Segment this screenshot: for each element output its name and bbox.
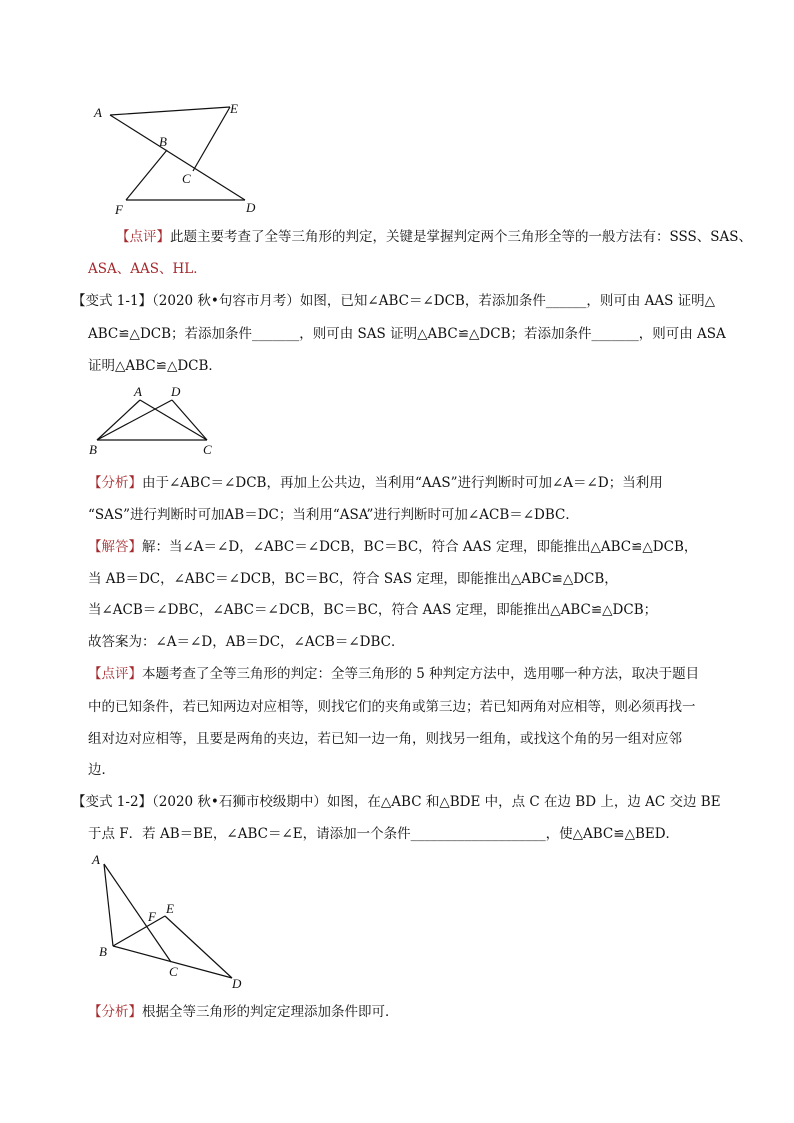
variant-1-1-line-3: 证明△ABC≌△DCB．: [88, 358, 222, 374]
comment-tag: 【点评】: [88, 666, 142, 682]
variant-1-2-line-2: 于点 F．若 AB＝BE，∠ABC＝∠E，请添加一个条件____________________，使△ABC≌△BED．: [88, 826, 680, 842]
label-B: B: [99, 944, 107, 959]
analysis-tag: 【分析】: [88, 1004, 142, 1020]
segment-BF: [126, 150, 167, 200]
label-D: D: [232, 976, 242, 991]
comment-block-1-line-2: ASA、AAS、HL．: [88, 261, 207, 277]
figure-2-geometry: [82, 380, 232, 460]
answer-1-1-line-2: 当 AB＝DC，∠ABC＝∠DCB，BC＝BC，符合 SAS 定理，即能推出△ABC≌△DCB，: [88, 571, 618, 587]
variant-line-1: （2020 秋•句容市月考）如图，已知∠ABC＝∠DCB，若添加条件______，则可由 AAS 证明△: [152, 293, 716, 309]
segment-DB: [97, 400, 172, 440]
figure-3-geometry: [88, 850, 258, 995]
variant-1-2: [72, 792, 721, 812]
analysis-line-1: 由于∠ABC＝∠DCB，再加上公共边，当利用“AAS”进行判断时可加∠A＝∠D；当利用: [142, 475, 663, 491]
variant-tag: 【变式 1-2】: [72, 794, 153, 810]
label-F: F: [115, 202, 123, 217]
segment-DC: [172, 400, 207, 440]
comment-1-1-line-2: 中的已知条件，若已知两边对应相等，则找它们的夹角或第三边；若已知两角对应相等，则必须再找一: [88, 699, 696, 715]
label-E: E: [166, 901, 174, 916]
label-A: A: [92, 852, 100, 867]
analysis-line-1: 根据全等三角形的判定定理添加条件即可．: [142, 1004, 399, 1020]
label-F: F: [148, 909, 156, 924]
comment-tag: 【点评】: [116, 229, 170, 245]
analysis-1-1-line-2: “SAS”进行判断时可加AB＝DC；当利用“ASA”进行判断时可加∠ACB＝∠DBC．: [88, 507, 579, 523]
figure-1-geometry: [80, 95, 280, 220]
answer-1-1: [88, 537, 697, 557]
comment-1-1-line-4: 边．: [88, 762, 115, 778]
label-E: E: [230, 101, 238, 116]
variant-1-1: [72, 291, 715, 311]
answer-line-1: 解：当∠A＝∠D，∠ABC＝∠DCB，BC＝BC，符合 AAS 定理，即能推出△ABC≌△DCB，: [142, 539, 698, 555]
variant-line-1: （2020 秋•石狮市校级期中）如图，在△ABC 和△BDE 中，点 C 在边 BD 上，边 AC 交边 BE: [152, 794, 721, 810]
segment-AD: [110, 115, 245, 200]
analysis-tag: 【分析】: [88, 475, 142, 491]
label-C: C: [182, 171, 191, 186]
comment-block-1: [116, 227, 752, 247]
comment-line-1: 此题主要考查了全等三角形的判定，关键是掌握判定两个三角形全等的一般方法有：SSS、SAS、: [170, 229, 753, 245]
label-A: A: [94, 105, 102, 120]
label-B: B: [89, 442, 97, 457]
answer-1-1-line-4: 故答案为：∠A＝∠D，AB＝DC，∠ACB＝∠DBC．: [88, 634, 405, 650]
segment-AE: [110, 107, 230, 115]
label-A: A: [134, 384, 142, 399]
label-D: D: [171, 384, 181, 399]
segment-AC: [104, 864, 171, 962]
segment-AB: [104, 864, 113, 946]
analysis-1-1: [88, 473, 663, 493]
segment-EC: [193, 107, 230, 171]
segment-AC: [140, 400, 207, 440]
comment-1-1: [88, 664, 699, 684]
label-C: C: [169, 964, 178, 979]
variant-tag: 【变式 1-1】: [72, 293, 153, 309]
comment-line-1: 本题考查了全等三角形的判定：全等三角形的 5 种判定方法中，选用哪一种方法，取决于题目: [142, 666, 700, 682]
analysis-1-2: [88, 1002, 399, 1022]
label-C: C: [203, 442, 212, 457]
answer-1-1-line-3: 当∠ACB＝∠DBC，∠ABC＝∠DCB，BC＝BC，符合 AAS 定理，即能推出△ABC≌△DCB；: [88, 602, 658, 618]
comment-1-1-line-3: 组对边对应相等，且要是两角的夹边，若已知一边一角，则找另一组角，或找这个角的另一组对应邻: [88, 731, 682, 747]
variant-1-1-line-2: ABC≌△DCB；若添加条件_______，则可由 SAS 证明△ABC≌△DCB；若添加条件_______，则可由 ASA: [88, 326, 726, 342]
label-D: D: [246, 200, 256, 215]
answer-tag: 【解答】: [88, 539, 142, 555]
label-B: B: [159, 134, 167, 149]
